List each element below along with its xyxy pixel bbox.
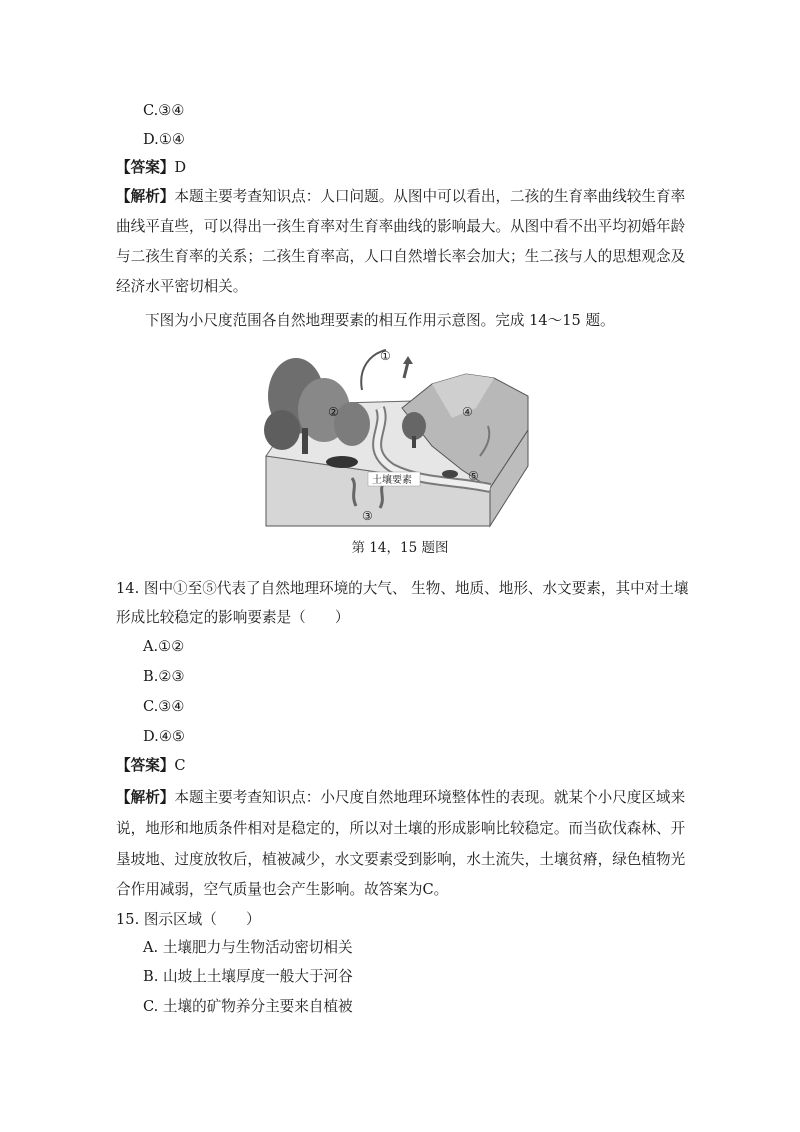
q15-option-a: A. 土壤肥力与生物活动密切相关 bbox=[143, 939, 353, 956]
q14-stem-line-2: 形成比较稳定的影响要素是（ ） bbox=[116, 609, 350, 626]
small-animal-silhouette bbox=[442, 470, 458, 478]
analysis-line-4: 经济水平密切相关。 bbox=[116, 278, 248, 295]
q14-analysis-text: 本题主要考查知识点：小尺度自然地理环境整体性的表现。就某个小尺度区域来 bbox=[174, 789, 686, 806]
analysis-line-1 bbox=[116, 186, 685, 208]
q14-analysis-line-1 bbox=[116, 787, 685, 809]
q14-analysis-tag: 【解析】 bbox=[116, 789, 175, 806]
q14-analysis-line-3: 垦坡地、过度放牧后，植被减少，水文要素受到影响，水土流失，土壤贫瘠，绿色植物光 bbox=[116, 851, 686, 868]
analysis-text: 本题主要考查知识点：人口问题。从图中可以看出，二孩的生育率曲线较生育率 bbox=[174, 188, 686, 205]
label-1: ① bbox=[380, 349, 391, 363]
label-2: ② bbox=[328, 405, 339, 419]
q14-analysis-line-2: 说，地形和地质条件相对是稳定的，所以对土壤的形成影响比较稳定。而当砍伐森林、开 bbox=[116, 820, 686, 837]
figure-caption: 第 14，15 题图 bbox=[351, 540, 449, 556]
q14-analysis-line-4: 合作用减弱，空气质量也会产生影响。故答案为C。 bbox=[116, 881, 449, 898]
q14-option-a: A.①② bbox=[143, 638, 185, 655]
answer-line bbox=[116, 157, 186, 179]
answer-tag: 【答案】 bbox=[116, 159, 175, 176]
q14-stem-line-1: 14. 图中①至⑤代表了自然地理环境的大气、 生物、地质、地形、水文要素，其中对土壤 bbox=[116, 580, 689, 597]
label-5: ⑤ bbox=[468, 469, 479, 483]
intro-text: 下图为小尺度范围各自然地理要素的相互作用示意图。完成 14～15 题。 bbox=[145, 312, 615, 329]
option-d: D.①④ bbox=[143, 131, 185, 148]
tree-canopy-3 bbox=[334, 402, 370, 446]
analysis-tag: 【解析】 bbox=[116, 188, 175, 205]
q14-option-c: C.③④ bbox=[143, 698, 185, 715]
q14-option-b: B.②③ bbox=[143, 668, 185, 685]
analysis-line-2: 曲线平直些，可以得出一孩生育率对生育率曲线的影响最大。从图中看不出平均初婚年龄 bbox=[116, 218, 686, 235]
animal-silhouette bbox=[326, 456, 358, 468]
q15-option-b: B. 山坡上土壤厚度一般大于河谷 bbox=[143, 968, 353, 985]
q14-answer-tag: 【答案】 bbox=[116, 757, 175, 774]
tree-trunk bbox=[302, 428, 308, 454]
q14-answer-line bbox=[116, 755, 186, 777]
small-tree-trunk bbox=[412, 436, 416, 448]
soil-label: 土壤要素 bbox=[372, 475, 412, 486]
label-3: ③ bbox=[362, 509, 373, 523]
answer-value: D bbox=[174, 159, 187, 176]
tree-canopy-4 bbox=[264, 410, 300, 450]
q14-option-d: D.④⑤ bbox=[143, 728, 185, 745]
q14-answer-value: C bbox=[174, 757, 186, 774]
geography-block-diagram bbox=[262, 338, 530, 530]
label-4: ④ bbox=[462, 405, 473, 419]
option-c: C.③④ bbox=[143, 102, 185, 119]
arrow-up bbox=[404, 362, 408, 378]
small-tree bbox=[402, 412, 426, 440]
q15-option-c: C. 土壤的矿物养分主要来自植被 bbox=[143, 998, 353, 1015]
q15-stem: 15. 图示区域（ ） bbox=[116, 911, 261, 928]
arrow-up-head bbox=[403, 356, 413, 364]
analysis-line-3: 与二孩生育率的关系；二孩生育率高，人口自然增长率会加大；生二孩与人的思想观念及 bbox=[116, 248, 686, 265]
